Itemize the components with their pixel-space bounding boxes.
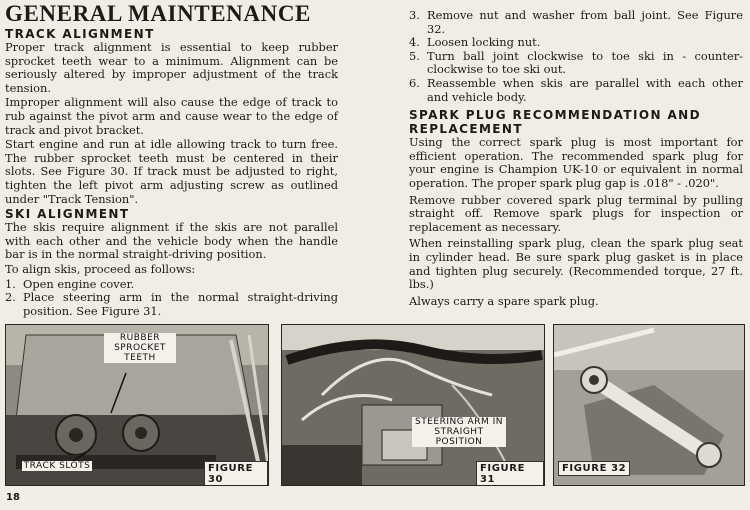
track-paragraph-3: Start engine and run at idle allowing track to turn free. The rubber sprocket teeth must be centered in their slots. See Figure 30. If track must be adjusted to right, tighten the left pivot arm adjusting screw as outlined under "Track Tension". — [5, 137, 338, 206]
figure-32-photo — [553, 324, 745, 486]
track-slots-callout: TRACK SLOTS — [23, 461, 91, 471]
ski-alignment-heading: SKI ALIGNMENT — [5, 207, 130, 222]
list-item — [5, 278, 338, 292]
list-item — [409, 50, 743, 77]
figure-30-label: FIGURE 30 — [204, 461, 268, 486]
ski-paragraph-2: To align skis, proceed as follows: — [5, 261, 196, 276]
step-number: 5. — [409, 48, 420, 63]
page-number: 18 — [6, 492, 20, 503]
track-alignment-heading: TRACK ALIGNMENT — [5, 27, 155, 41]
step-text: Open engine cover. — [23, 276, 135, 291]
step-text: Loosen locking nut. — [427, 35, 541, 50]
step-text: Turn ball joint clockwise to toe ski in - counter-clockwise to toe ski out. — [427, 48, 743, 77]
track-paragraph-1: Proper track alignment is essential to keep rubber sprocket teeth wear to a minimum. Alignment can be seriously altered by improper adjustment of the track tension. — [5, 40, 338, 95]
step-text: Reassemble when skis are parallel with each other and vehicle body. — [427, 75, 743, 104]
rubber-sprocket-teeth-callout: RUBBER SPROCKET TEETH — [104, 333, 176, 363]
right-column — [409, 9, 743, 309]
list-item — [409, 77, 743, 104]
figure-31-label: FIGURE 31 — [476, 461, 544, 486]
step-number: 4. — [409, 35, 420, 50]
figure-32-label: FIGURE 32 — [558, 461, 630, 476]
figure-30-photo — [5, 324, 269, 486]
figure-31-photo — [281, 324, 545, 486]
step-number: 3. — [409, 8, 420, 22]
step-number: 1. — [5, 276, 16, 291]
list-item — [409, 9, 743, 36]
step-number: 2. — [5, 290, 16, 305]
spark-paragraph-1: Using the correct spark plug is most important for efficient operation. The recommended spark plug for your engine is Champion UK-10 or equivalent in normal operation. The proper spark plug gap is .018" - .020". — [409, 135, 743, 190]
spark-paragraph-2: Remove rubber covered spark plug terminal by pulling straight off. Remove spark plugs for inspection or replacement as necessary. — [409, 192, 743, 234]
page-title: GENERAL MAINTENANCE — [5, 1, 311, 26]
step-text: Place steering arm in the normal straight-driving position. See Figure 31. — [23, 290, 338, 318]
spark-paragraph-3: When reinstalling spark plug, clean the spark plug seat in cylinder head. Be sure spark plug gasket is in place and tighten plug securely. (Recommended torque, 27 ft. lbs.) — [409, 236, 743, 292]
step-number: 6. — [409, 75, 420, 90]
list-item — [5, 291, 338, 318]
track-paragraph-2: Improper alignment will also cause the edge of track to rub against the pivot arm and cause wear to the edge of track and pivot bracket. — [5, 95, 338, 137]
step-text: Remove nut and washer from ball joint. See Figure 32. — [427, 8, 743, 36]
list-item — [409, 36, 743, 50]
spark-plug-heading: SPARK PLUG RECOMMENDATION AND REPLACEMENT — [409, 108, 701, 137]
left-column — [5, 0, 338, 318]
steering-arm-callout: STEERING ARM IN STRAIGHT POSITION — [412, 417, 506, 447]
spark-paragraph-4: Always carry a spare spark plug. — [409, 293, 599, 308]
ski-paragraph-1: The skis require alignment if the skis are not parallel with each other and the vehicle body when the handle bar is in the normal straight-driving position. — [5, 220, 338, 262]
